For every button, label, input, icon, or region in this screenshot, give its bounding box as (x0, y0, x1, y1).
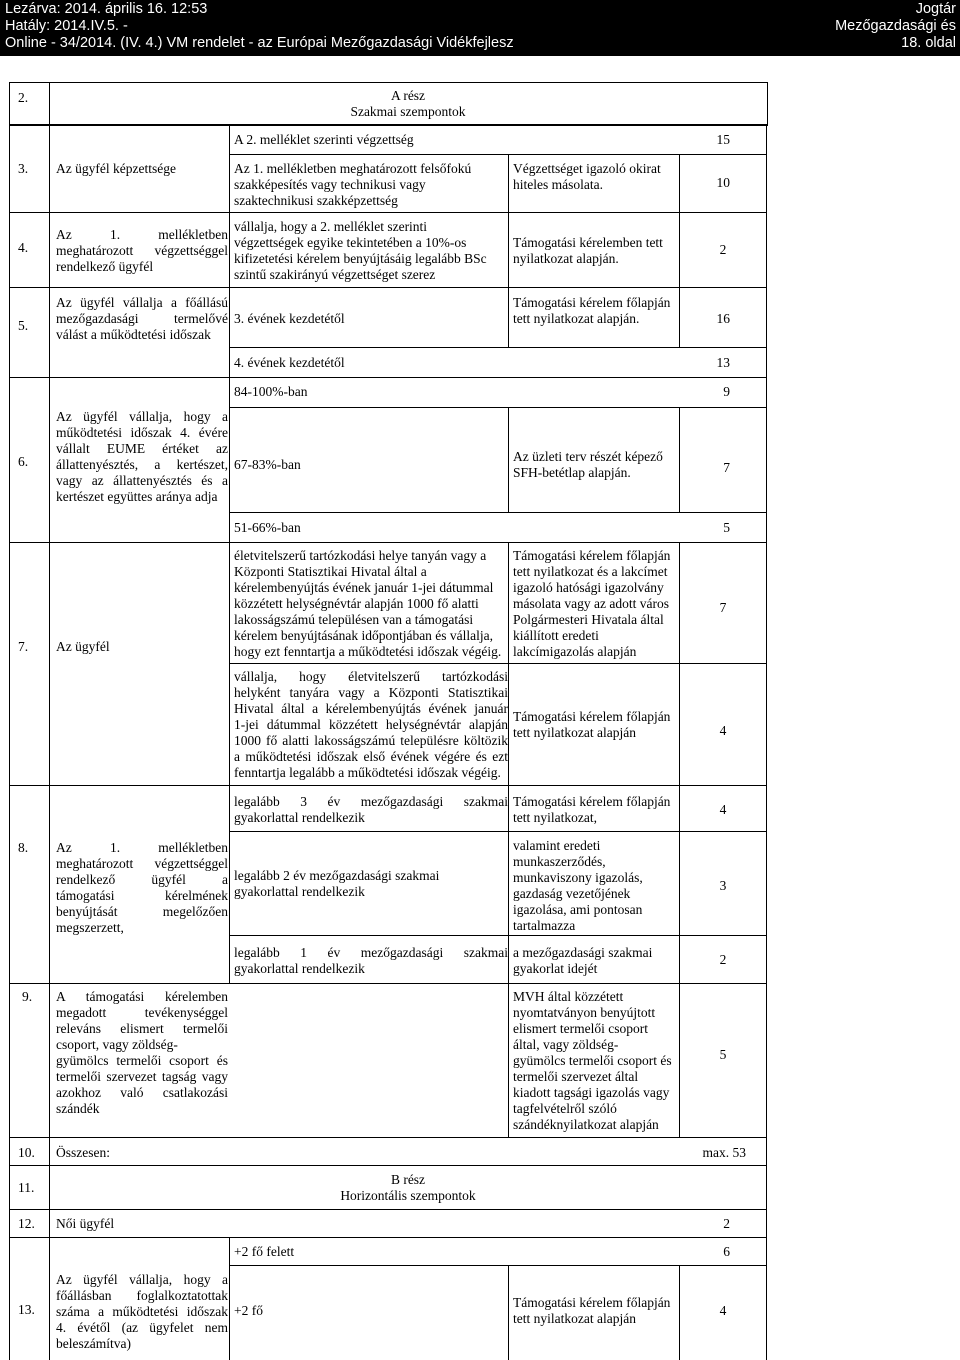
section-b-title: B rész Horizontális szempontok (340, 1172, 476, 1203)
header-left (5, 1, 514, 52)
header-brand: Jogtár (915, 1, 956, 17)
header-brand-sub: Mezőgazdasági és (835, 18, 956, 34)
section-b-number: 11. (18, 1180, 35, 1195)
header-page-number: 18. oldal (901, 35, 956, 51)
header-right (835, 1, 956, 52)
header-regulation-title: Online - 34/2014. (IV. 4.) VM rendelet - az Európai Mezőgazdasági Vidékfejlesz (5, 35, 514, 51)
section-a-number: 2. (18, 90, 29, 105)
header-effect-date: Hatály: 2014.IV.5. - (5, 18, 128, 34)
section-a-title: A rész Szakmai szempontok (350, 88, 466, 119)
page-header (0, 0, 960, 56)
header-closed-date: Lezárva: 2014. április 16. 12:53 (5, 1, 208, 17)
